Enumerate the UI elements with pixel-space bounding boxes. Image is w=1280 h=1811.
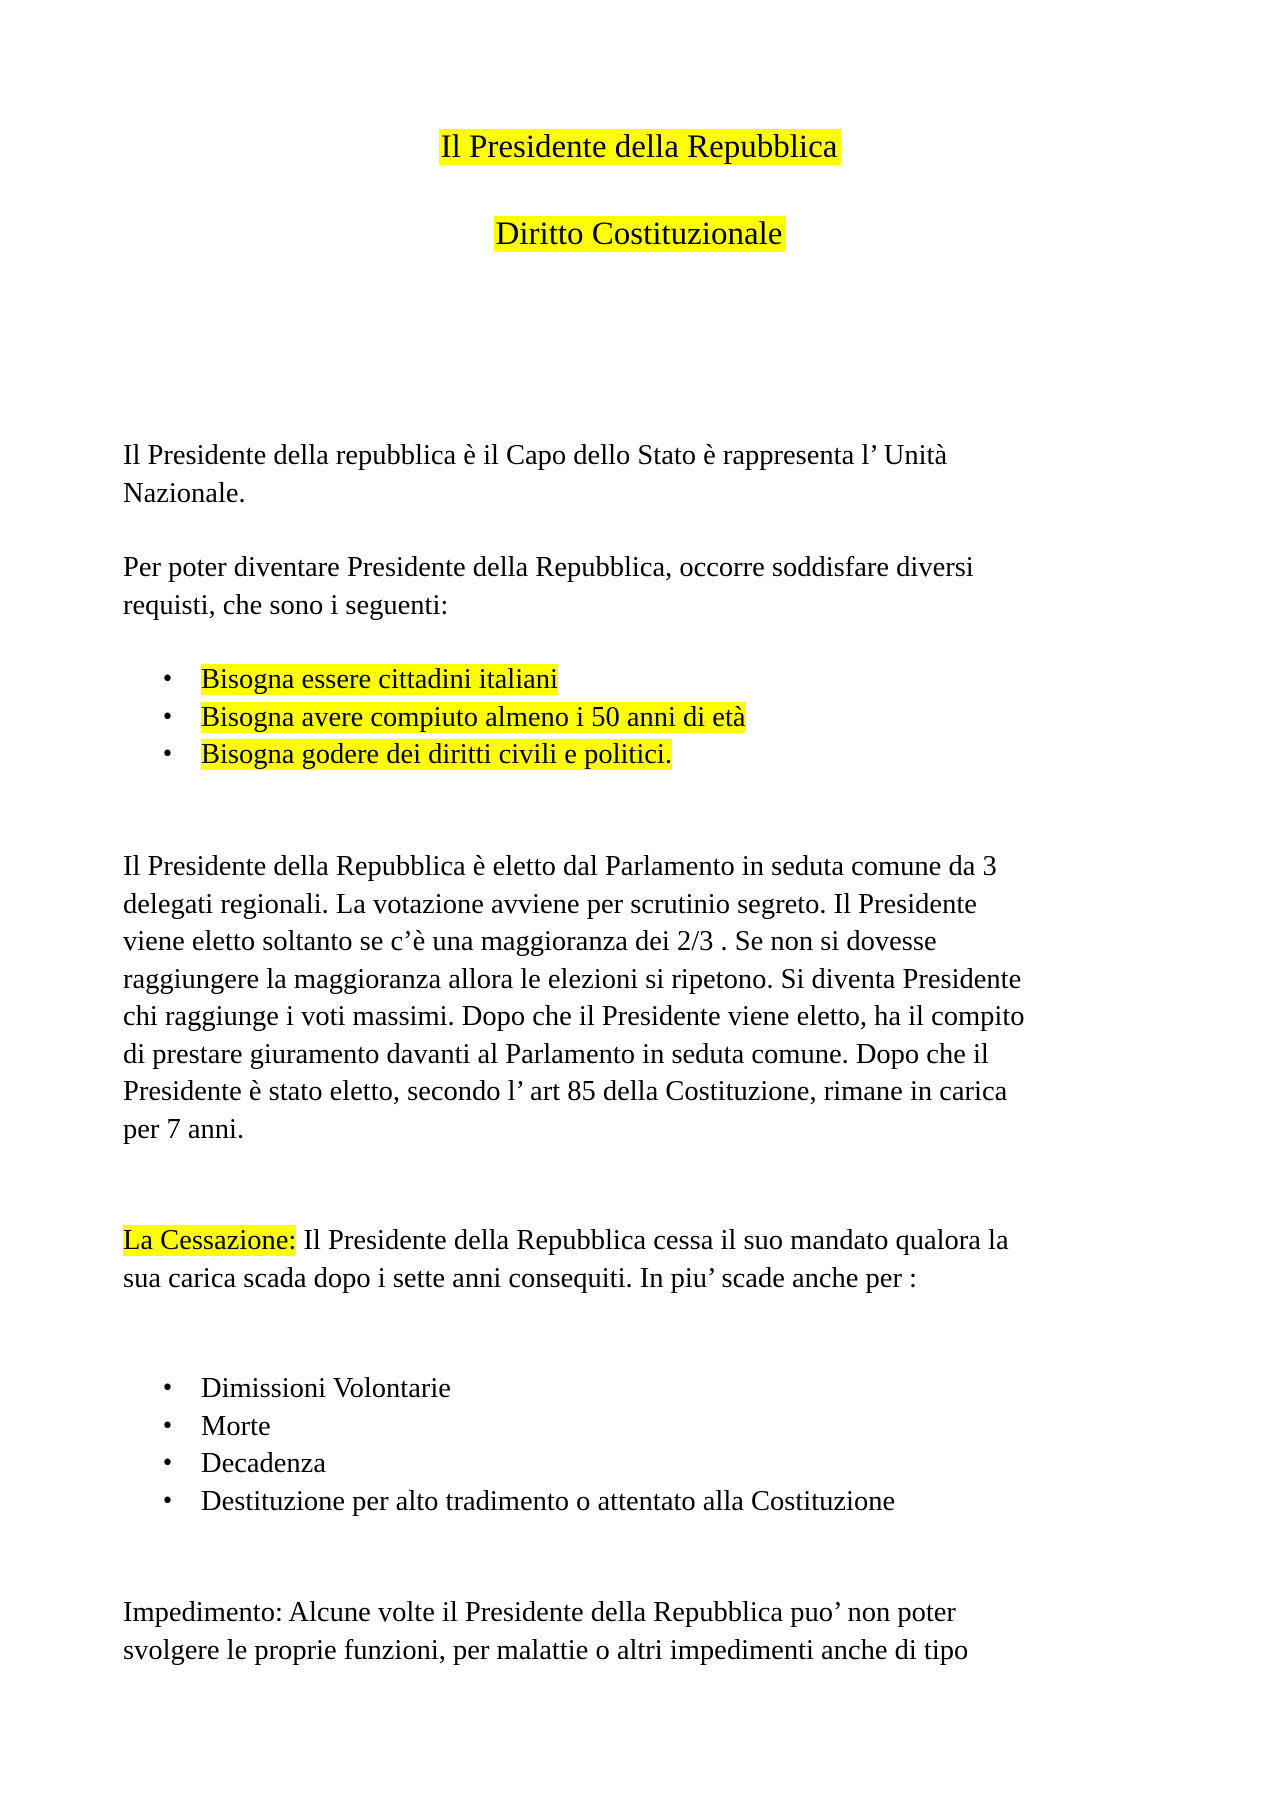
intro-line: Il Presidente della repubblica è il Capo dello Stato è rappresenta l’ Unità xyxy=(123,440,948,471)
bullet-icon: • xyxy=(161,742,174,767)
cause-text: Morte xyxy=(201,1410,271,1442)
cessation-causes-list xyxy=(123,1370,1123,1520)
intro-line: Nazionale. xyxy=(123,477,246,509)
document-title xyxy=(0,125,1280,169)
cessation-text: Il Presidente della Repubblica cessa il suo mandato qualora la xyxy=(296,1225,1009,1256)
cause-text: Dimissioni Volontarie xyxy=(201,1373,451,1404)
requirement-text: Bisogna essere cittadini italiani xyxy=(201,664,558,695)
list-item xyxy=(123,1408,1123,1446)
bullet-icon: • xyxy=(161,667,174,692)
document-subtitle-text: Diritto Costituzionale xyxy=(494,216,787,252)
cause-text: Destituzione per alto tradimento o attentato alla Costituzione xyxy=(201,1485,896,1517)
election-line: di prestare giuramento davanti al Parlamento in seduta comune. Dopo che il xyxy=(123,1038,989,1070)
list-item xyxy=(123,1483,1123,1521)
document-title-text: Il Presidente della Repubblica xyxy=(439,129,842,165)
requirements-intro-line: requisti, che sono i seguenti: xyxy=(123,589,449,621)
list-item xyxy=(123,736,1123,774)
document-subtitle xyxy=(0,212,1280,256)
impediment-line: Impedimento: Alcune volte il Presidente della Repubblica puo’ non poter xyxy=(123,1597,956,1628)
list-item xyxy=(123,661,1123,699)
impediment-paragraph xyxy=(123,1594,1183,1669)
bullet-icon: • xyxy=(161,1413,174,1439)
election-line: Il Presidente della Repubblica è eletto dal Parlamento in seduta comune da 3 xyxy=(123,851,997,882)
cessation-line: sua carica scada dopo i sette anni consequiti. In piu’ scade anche per : xyxy=(123,1262,917,1294)
election-line: delegati regionali. La votazione avviene per scrutinio segreto. Il Presidente xyxy=(123,888,977,920)
election-line: Presidente è stato eletto, secondo l’ art 85 della Costituzione, rimane in carica xyxy=(123,1076,1008,1107)
requirements-intro-paragraph xyxy=(123,549,1183,624)
cessation-label: La Cessazione: xyxy=(123,1225,297,1256)
list-item xyxy=(123,1370,1123,1408)
election-paragraph xyxy=(123,848,1183,1148)
requirement-text: Bisogna godere dei diritti civili e politici. xyxy=(201,739,672,770)
bullet-icon: • xyxy=(161,1376,174,1401)
cessation-paragraph xyxy=(123,1222,1183,1297)
requirement-text: Bisogna avere compiuto almeno i 50 anni di età xyxy=(201,701,746,733)
requirements-intro-line: Per poter diventare Presidente della Repubblica, occorre soddisfare diversi xyxy=(123,552,974,583)
election-line: chi raggiunge i voti massimi. Dopo che il Presidente viene eletto, ha il compito xyxy=(123,1001,1025,1032)
intro-paragraph xyxy=(123,437,1183,512)
bullet-icon: • xyxy=(161,1451,174,1476)
list-item xyxy=(123,1445,1123,1483)
bullet-icon: • xyxy=(161,704,174,730)
list-item xyxy=(123,699,1123,737)
cause-text: Decadenza xyxy=(201,1448,326,1479)
election-line: per 7 anni. xyxy=(123,1113,245,1145)
bullet-icon: • xyxy=(161,1488,174,1514)
requirements-list xyxy=(123,661,1123,774)
impediment-line: svolgere le proprie funzioni, per malattie o altri impedimenti anche di tipo xyxy=(123,1634,969,1666)
election-line: viene eletto soltanto se c’è una maggioranza dei 2/3 . Se non si dovesse xyxy=(123,926,937,957)
election-line: raggiungere la maggioranza allora le elezioni si ripetono. Si diventa Presidente xyxy=(123,963,1022,995)
cessation-line xyxy=(123,1222,1183,1260)
